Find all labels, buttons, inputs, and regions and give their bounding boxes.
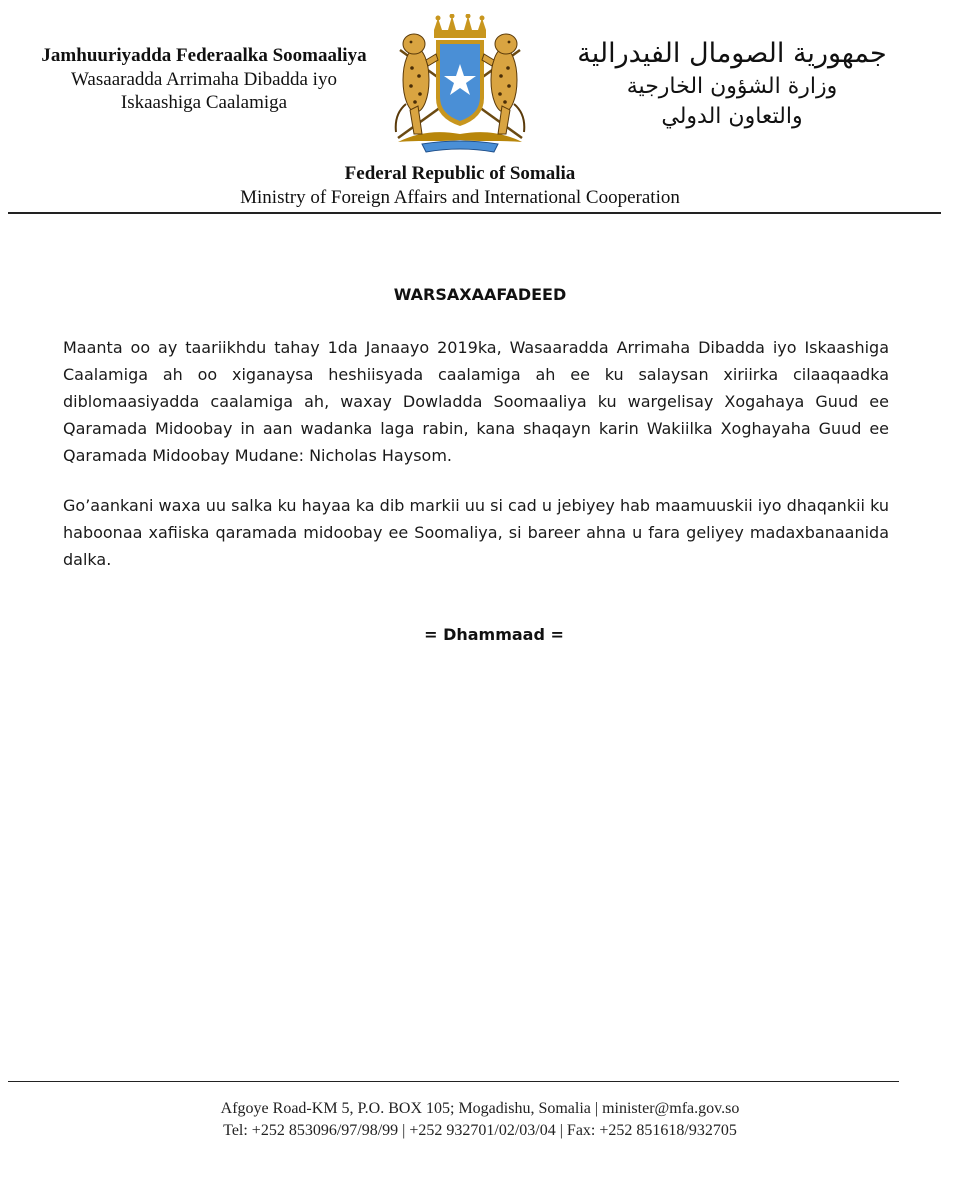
footer	[100, 1098, 860, 1142]
somalia-coat-of-arms-icon	[378, 14, 542, 156]
arabic-ministry-line1: وزارة الشؤون الخارجية	[626, 74, 838, 99]
arabic-republic-title: جمهورية الصومال الفيدرالية	[577, 38, 887, 69]
somali-ministry-line2: Iskaashiga Caalamiga	[120, 92, 288, 113]
document-heading: WARSAXAAFADEED	[393, 285, 567, 304]
somali-republic-title: Jamhuuriyadda Federaalka Soomaaliya	[41, 45, 367, 66]
arabic-ministry-line2: والتعاون الدولي	[661, 104, 803, 129]
arabic-header	[548, 36, 916, 132]
header-divider	[8, 212, 941, 214]
footer-address: Afgoye Road-KM 5, P.O. BOX 105; Mogadishu, Somalia | minister@mfa.gov.so	[220, 1100, 740, 1117]
english-ministry-name: Ministry of Foreign Affairs and International Cooperation	[240, 187, 680, 208]
english-republic-title: Federal Republic of Somalia	[344, 163, 576, 184]
body-paragraph-1: Maanta oo ay taariikhdu tahay 1da Janaayo 2019ka, Wasaaradda Arrimaha Dibadda iyo Iskaashiga Caalamiga ah oo xiganaysa heshiisyada caalamiga ah ee ku salaysan xiriirka cilaaqaadka diblomaasiyadda caalamiga ah, waxay Dowladda Soomaaliya ku wargelisay Xogahaya Guud ee Qaramada Midoobay in aan wadanka laga rabin, kana shaqayn karin Wakiilka Xoghayaha Guud ee Qaramada Midoobay Mudane: Nicholas Haysom.	[63, 338, 889, 465]
footer-phones: Tel: +252 853096/97/98/99 | +252 932701/02/03/04 | Fax: +252 851618/932705	[223, 1122, 737, 1139]
closing-mark: = Dhammaad =	[424, 625, 564, 644]
body-paragraph-2: Go’aankani waxa uu salka ku hayaa ka dib markii uu si cad u jebiyey hab maamuuskii iyo dhaqankii ku haboonaa xafiiska qaramada midoobay ee Soomaliya, si bareer ahna u fara geliyey madaxbanaanida dalka.	[63, 496, 889, 569]
somali-header	[24, 44, 384, 114]
somali-ministry-line1: Wasaaradda Arrimaha Dibadda iyo	[71, 69, 337, 90]
footer-divider	[8, 1081, 899, 1082]
english-header	[200, 162, 720, 210]
